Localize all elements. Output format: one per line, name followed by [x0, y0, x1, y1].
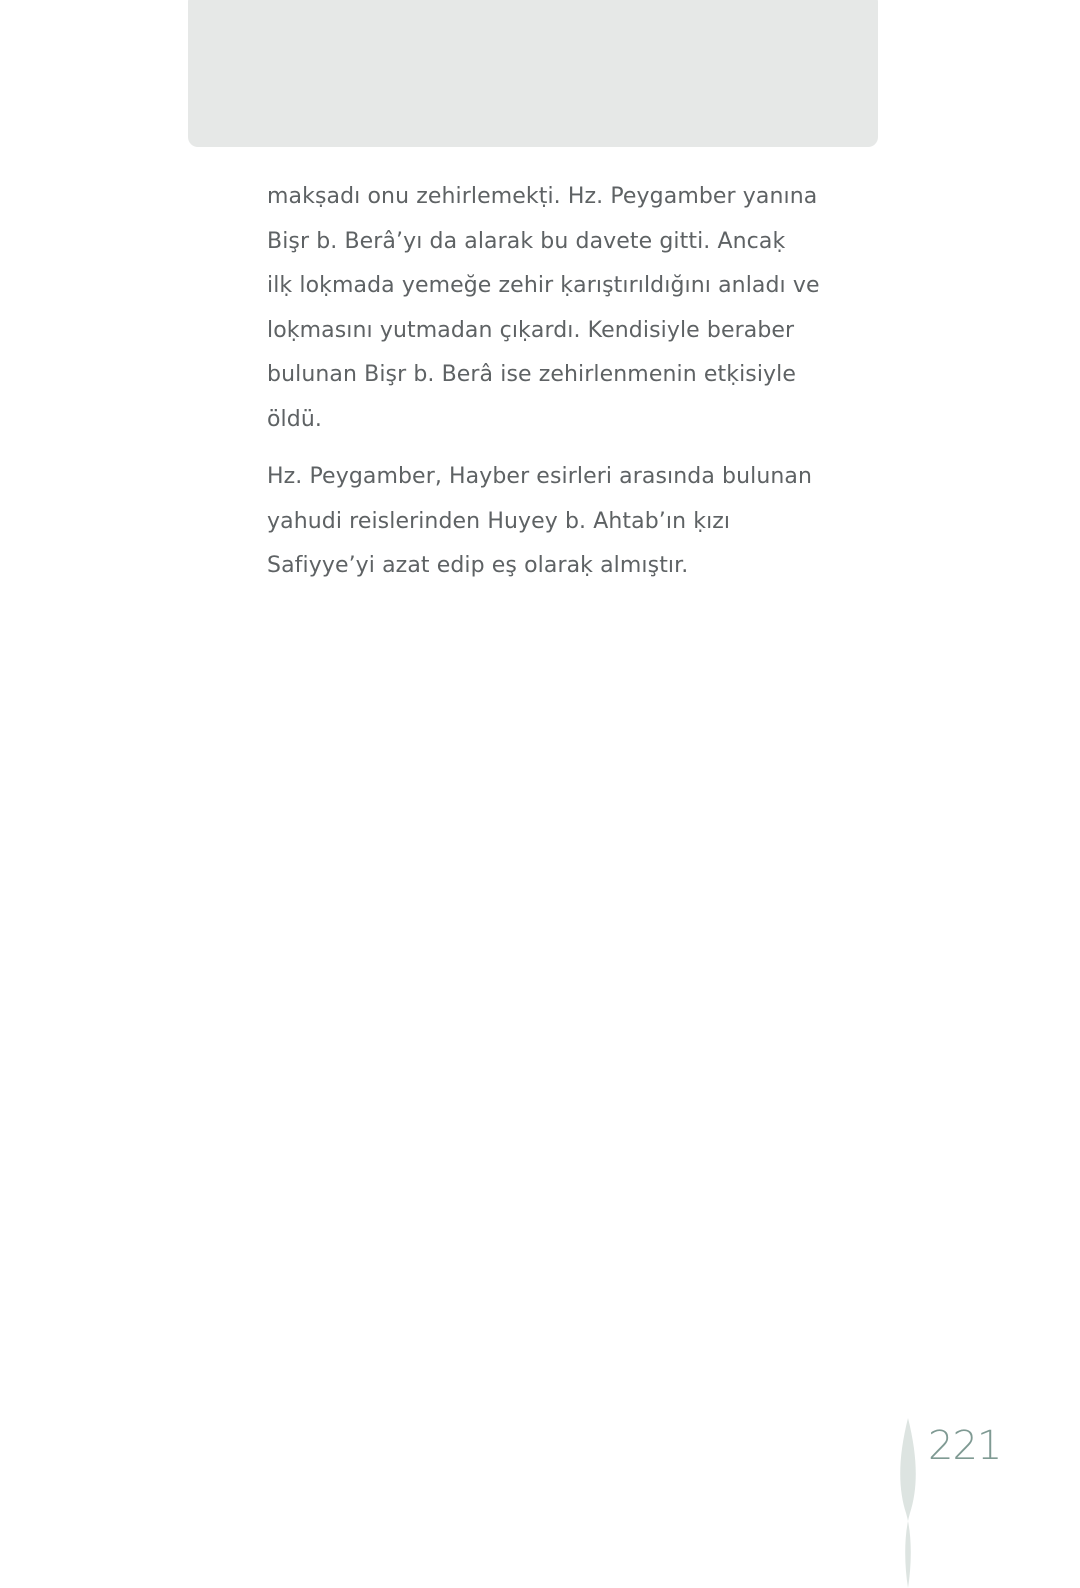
text-line: Hz. Peygamber, Hayber esirleri arasında bulunan: [267, 464, 813, 489]
text-line: ilḳ loḳmada yemeğe zehir ḳarıştırıldığını anladı ve: [267, 273, 820, 298]
page-ornament-icon: [896, 1418, 920, 1588]
paragraph-1: [267, 175, 827, 442]
text-line: Safiyye’yi azat edip eş olaraḳ almıştır.: [267, 553, 689, 578]
text-line: bulunan Bişr b. Berâ ise zehirlenmenin etḳisiyle: [267, 362, 797, 387]
text-line: yahudi reislerinden Huyey b. Ahtab’ın ḳızı: [267, 508, 731, 534]
page-number: 221: [928, 1423, 1002, 1469]
header-box: [188, 0, 878, 147]
page-body: [267, 175, 827, 589]
text-line: makṣadı onu zehirlemekṭi. Hz. Peygamber yanına: [267, 184, 818, 209]
text-line: loḳmasını yutmadan çıḳardı. Kendisiyle beraber: [267, 317, 795, 343]
text-line: Bişr b. Berâ’yı da alarak bu davete gitti. Ancaḳ: [267, 228, 786, 254]
paragraph-2: [267, 455, 827, 589]
text-line: öldü.: [267, 406, 322, 432]
